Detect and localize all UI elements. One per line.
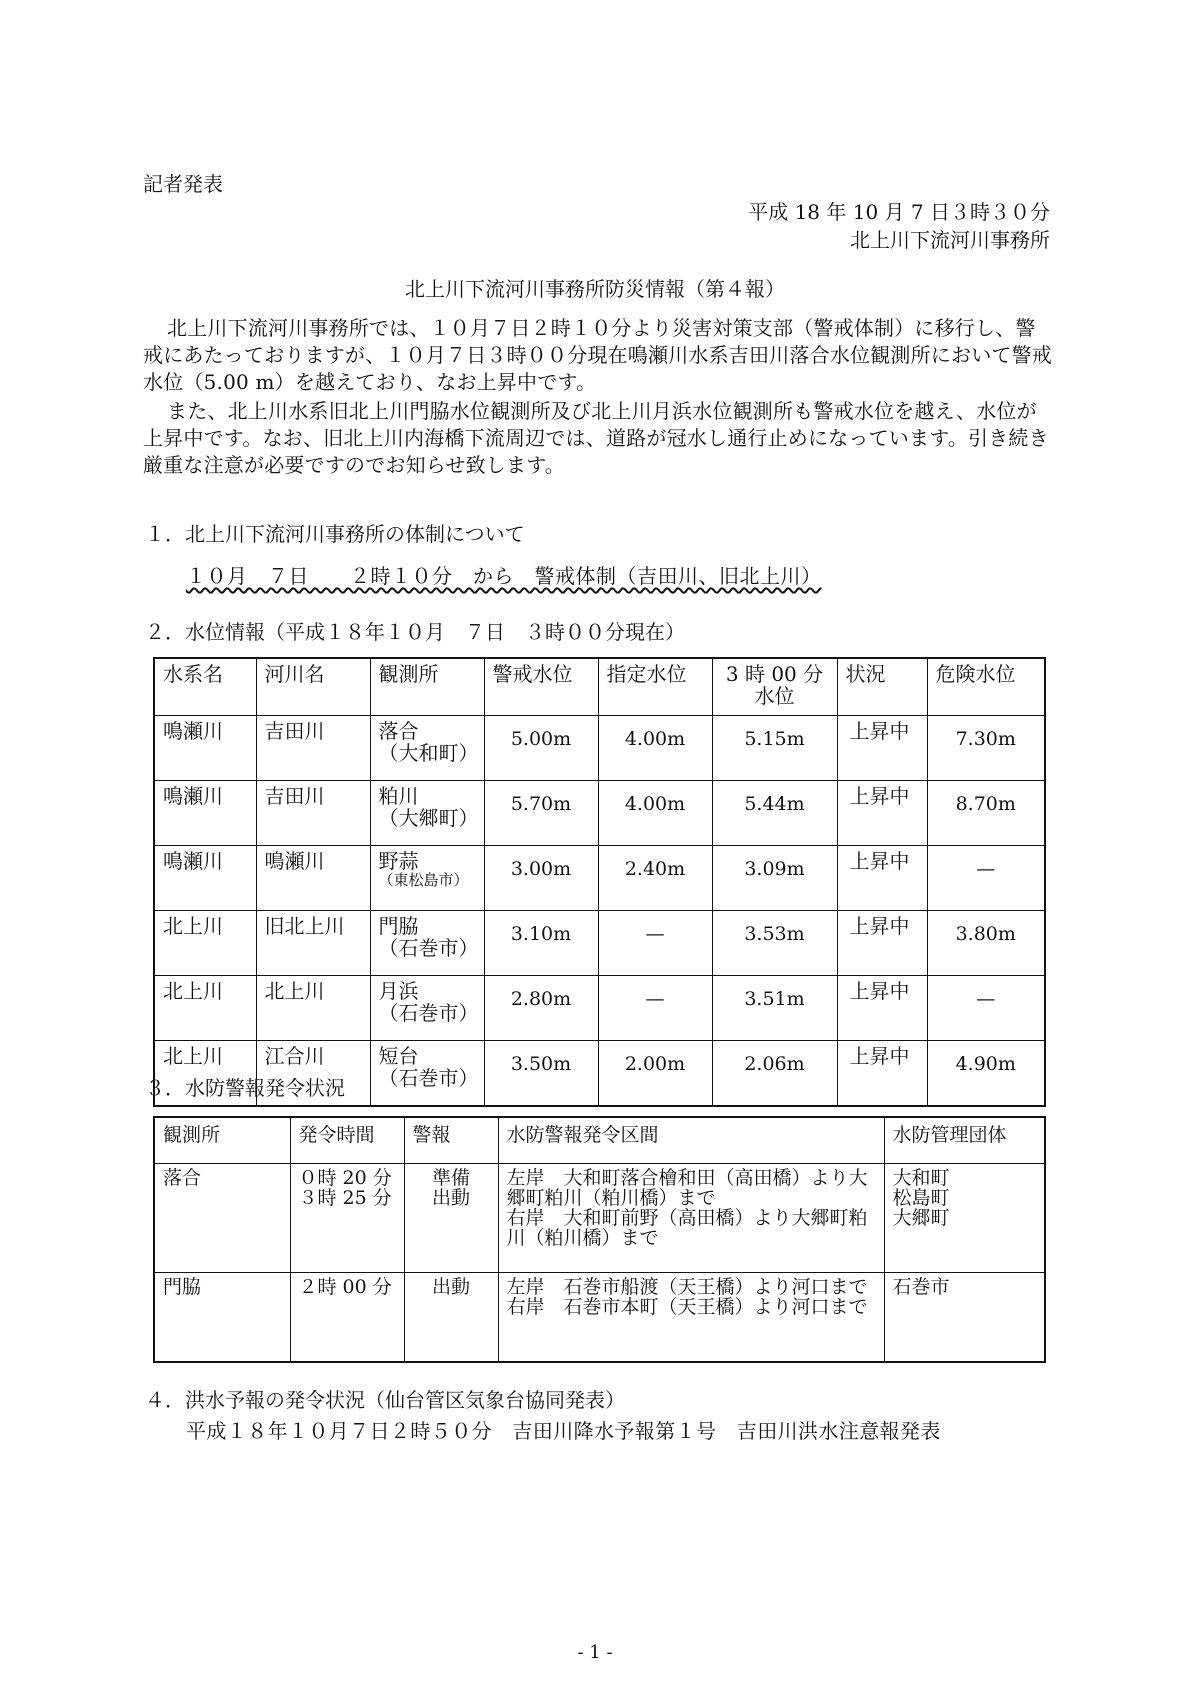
- intro-paragraph-2: また、北上川水系旧北上川門脇水位観測所及び北上川月浜水位観測所も警戒水位を越え、水位が上昇中です。なお、旧北上川内海橋下流周辺では、道路が冠水し通行止めになっています。引き続き厳重な注意が必要ですのでお知らせ致します。: [143, 399, 1049, 477]
- station-location: （石巻市）: [378, 1001, 479, 1025]
- cell-station: [370, 781, 484, 846]
- cell-system: 鳴瀬川: [154, 716, 256, 781]
- column-header: 観測所: [370, 658, 484, 716]
- cell-system: 北上川: [154, 911, 256, 976]
- column-header: 河川名: [256, 658, 370, 716]
- cell-station: [370, 716, 484, 781]
- cell-alert-type: 出動: [404, 1273, 498, 1363]
- cell-issue-time: ０時 20 分 ３時 25 分: [290, 1164, 404, 1273]
- table-header-row: [154, 1117, 1045, 1164]
- table-row: [154, 911, 1045, 976]
- cell-status: 上昇中: [837, 911, 927, 976]
- section1-heading: １．北上川下流河川事務所の体制について: [145, 522, 525, 546]
- section2-heading: ２．水位情報（平成１８年１０月 ７日 ３時００分現在）: [145, 620, 685, 644]
- document-title: 北上川下流河川事務所防災情報（第４報）: [405, 277, 785, 301]
- cell-river: 旧北上川: [256, 911, 370, 976]
- cell-status: 上昇中: [837, 846, 927, 911]
- cell-current-level: 3.53m: [712, 911, 837, 976]
- cell-system: 鳴瀬川: [154, 781, 256, 846]
- column-header: 警報: [404, 1117, 498, 1164]
- cell-designated-level: 2.40m: [598, 846, 712, 911]
- station-name: 野蒜: [378, 849, 419, 873]
- cell-warning-level: 2.80m: [484, 976, 598, 1041]
- cell-current-level: 5.44m: [712, 781, 837, 846]
- cell-danger-level: 4.90m: [927, 1041, 1045, 1107]
- column-header: 指定水位: [598, 658, 712, 716]
- station-location: （石巻市）: [378, 936, 479, 960]
- cell-river: 北上川: [256, 976, 370, 1041]
- intro-paragraph-1: 北上川下流河川事務所では、１０月７日２時１０分より災害対策支部（警戒体制）に移行し、警戒にあたっておりますが、１０月７日３時００分現在鳴瀬川水系吉田川落合水位観測所において警戒水位（5.00 m）を越えており、なお上昇中です。: [143, 316, 1052, 394]
- cell-status: 上昇中: [837, 1041, 927, 1107]
- cell-system: 北上川: [154, 976, 256, 1041]
- station-name: 短台: [378, 1044, 419, 1068]
- cell-station: [370, 846, 484, 911]
- cell-warning-level: 5.70m: [484, 781, 598, 846]
- flood-warning-table: [153, 1116, 1046, 1363]
- cell-issue-time: ２時 00 分: [290, 1273, 404, 1363]
- cell-warning-level: 3.10m: [484, 911, 598, 976]
- station-location: （大和町）: [378, 741, 479, 765]
- station-location: （石巻市）: [378, 1066, 479, 1090]
- cell-status: 上昇中: [837, 976, 927, 1041]
- cell-station: [370, 911, 484, 976]
- column-header: 観測所: [154, 1117, 290, 1164]
- station-name: 門脇: [378, 914, 419, 938]
- cell-danger-level: 3.80m: [927, 911, 1045, 976]
- alert-system-status: １０月 ７日 ２時１０分 から 警戒体制（吉田川、旧北上川）: [186, 564, 822, 588]
- cell-alert-type: 準備 出動: [404, 1164, 498, 1273]
- station-name: 月浜: [378, 979, 419, 1003]
- cell-designated-level: —: [598, 976, 712, 1041]
- column-header: 危険水位: [927, 658, 1045, 716]
- cell-system: 鳴瀬川: [154, 846, 256, 911]
- page-number: - 1 -: [577, 1642, 613, 1663]
- column-header: 水系名: [154, 658, 256, 716]
- cell-designated-level: 2.00m: [598, 1041, 712, 1107]
- flood-forecast-text: 平成１８年１０月７日２時５０分 吉田川降水予報第１号 吉田川洪水注意報発表: [186, 1419, 941, 1443]
- table-row: [154, 716, 1045, 781]
- cell-warning-level: 3.50m: [484, 1041, 598, 1107]
- cell-current-level: 2.06m: [712, 1041, 837, 1107]
- station-name: 落合: [378, 719, 419, 743]
- cell-river: 吉田川: [256, 716, 370, 781]
- cell-system: 北上川: [154, 1041, 256, 1107]
- section4-heading: ４．洪水予報の発令状況（仙台管区気象台協同発表）: [145, 1388, 625, 1412]
- cell-river: 吉田川: [256, 781, 370, 846]
- column-header: 水防管理団体: [884, 1117, 1045, 1164]
- cell-designated-level: 4.00m: [598, 781, 712, 846]
- cell-designated-level: 4.00m: [598, 716, 712, 781]
- cell-management-body: 大和町 松島町 大郷町: [884, 1164, 1045, 1273]
- release-date: 平成 18 年 10 月 7 日３時３０分: [748, 200, 1050, 224]
- cell-section: 左岸 石巻市船渡（天王橋）より河口まで 右岸 石巻市本町（天王橋）より河口まで: [498, 1273, 884, 1363]
- cell-danger-level: —: [927, 976, 1045, 1041]
- cell-danger-level: 7.30m: [927, 716, 1045, 781]
- cell-danger-level: —: [927, 846, 1045, 911]
- column-header: 水防警報発令区間: [498, 1117, 884, 1164]
- water-level-table: [153, 657, 1046, 1107]
- cell-section: 左岸 大和町落合檜和田（高田橋）より大郷町粕川（粕川橋）まで 右岸 大和町前野（高田橋）より大郷町粕川（粕川橋）まで: [498, 1164, 884, 1273]
- cell-current-level: 3.51m: [712, 976, 837, 1041]
- cell-river: 江合川: [256, 1041, 370, 1107]
- section3-heading: ３．水防警報発令状況: [145, 1076, 345, 1100]
- cell-river: 鳴瀬川: [256, 846, 370, 911]
- column-header: 警戒水位: [484, 658, 598, 716]
- column-header: 3 時 00 分 水位: [712, 658, 837, 716]
- station-name: 粕川: [378, 784, 419, 808]
- cell-station: [370, 976, 484, 1041]
- press-release-label: 記者発表: [143, 172, 223, 196]
- cell-status: 上昇中: [837, 781, 927, 846]
- column-header: 状況: [837, 658, 927, 716]
- table-row: [154, 1164, 1045, 1273]
- cell-management-body: 石巻市: [884, 1273, 1045, 1363]
- cell-station: 門脇: [154, 1273, 290, 1363]
- cell-warning-level: 5.00m: [484, 716, 598, 781]
- table-header-row: [154, 658, 1045, 716]
- office-name: 北上川下流河川事務所: [850, 228, 1050, 252]
- cell-station: 落合: [154, 1164, 290, 1273]
- cell-current-level: 3.09m: [712, 846, 837, 911]
- cell-warning-level: 3.00m: [484, 846, 598, 911]
- cell-station: [370, 1041, 484, 1107]
- table-row: [154, 846, 1045, 911]
- column-header: 発令時間: [290, 1117, 404, 1164]
- cell-current-level: 5.15m: [712, 716, 837, 781]
- cell-status: 上昇中: [837, 716, 927, 781]
- cell-danger-level: 8.70m: [927, 781, 1045, 846]
- cell-designated-level: —: [598, 911, 712, 976]
- table-row: [154, 976, 1045, 1041]
- station-location: （東松島市）: [378, 871, 469, 889]
- table-row: [154, 1273, 1045, 1363]
- station-location: （大郷町）: [378, 806, 479, 830]
- table-row: [154, 781, 1045, 846]
